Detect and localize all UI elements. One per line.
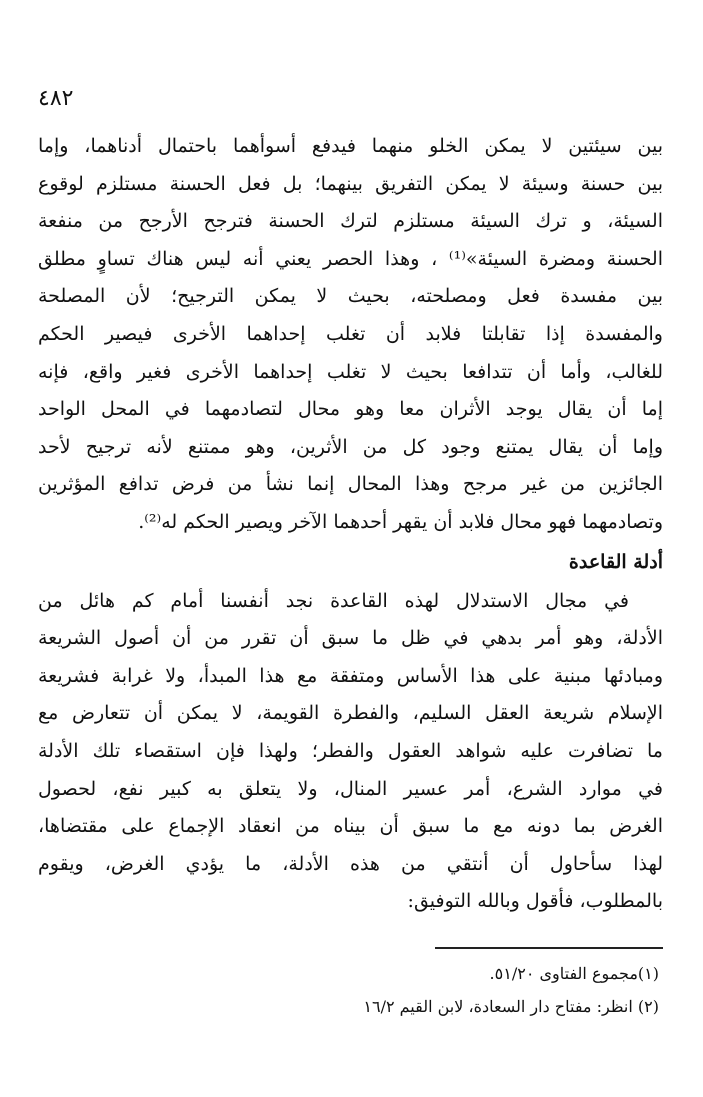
text-line: بين سيئتين لا يمكن الخلو منهما فيدفع أسوأهما باحتمال أدناهما، وإما — [38, 135, 663, 157]
text-line: وإما أن يقال يمتنع وجود كل من الأثرين، وهو ممتنع لأنه ترجيح لأحد — [38, 435, 663, 458]
text-line: ومبادئها مبنية على هذا الأساس ومتفقة مع هذا المبدأ، ولا غرابة فشريعة — [38, 664, 663, 687]
paragraph-evidence — [38, 583, 663, 921]
text-line: إما أن يقال يوجد الأثران معا وهو محال لتصادمهما في المحل الواحد — [38, 398, 663, 421]
text-line: الجائزين من غير مرجح وهذا المحال إنما نشأ من فرض تدافع المؤثرين — [38, 473, 663, 496]
footnote-1: (١)مجموع الفتاوى ٥١/٢٠. — [489, 963, 659, 983]
page-number: ٤٨٢ — [38, 86, 74, 111]
text-line: الحسنة ومضرة السيئة»⁽¹⁾ ، وهذا الحصر يعني أنه ليس هناك تساوٍ مطلق — [38, 247, 663, 270]
text-line: وتصادمهما فهو محال فلابد أن يقهر أحدهما الآخر ويصير الحكم له⁽²⁾. — [138, 510, 663, 533]
text-line: والمفسدة إذا تقابلتا فلابد أن تغلب إحداهما الأخرى فيصير الحكم — [38, 322, 663, 345]
text-line: بين حسنة وسيئة لا يمكن التفريق بينهما؛ بل فعل الحسنة مستلزم لوقوع — [38, 172, 663, 195]
text-line: لهذا سأحاول أن أنتقي من هذه الأدلة، ما يؤدي الغرض، ويقوم — [38, 852, 663, 875]
section-heading: أدلة القاعدة — [568, 550, 663, 573]
text-line: في موارد الشرع، أمر عسير المنال، ولا يتعلق به كبير نفع، لحصول — [38, 777, 663, 800]
text-line: السيئة، و ترك السيئة مستلزم لترك الحسنة فترجح الأرجح من منفعة — [38, 210, 663, 233]
text-line: بالمطلوب، فأقول وبالله التوفيق: — [407, 890, 663, 913]
book-page — [38, 84, 663, 1023]
text-line: الأدلة، وهو أمر بدهي في ظل ما سبق أن تقرر من أن أصول الشريعة — [38, 627, 663, 650]
footnote-2: (٢) انظر: مفتاح دار السعادة، لابن القيم ١٦/٢ — [363, 996, 659, 1016]
text-line: الغرض بما دونه مع ما سبق أن بيناه من انعقاد الإجماع على مقتضاها، — [38, 815, 663, 838]
text-line: الإسلام شريعة العقل السليم، والفطرة القويمة، لا يمكن أن تتعارض مع — [38, 702, 663, 725]
text-line: بين مفسدة فعل ومصلحته، بحيث لا يمكن الترجيح؛ لأن المصلحة — [38, 285, 663, 308]
text-line: في مجال الاستدلال لهذه القاعدة نجد أنفسنا أمام كم هائل من — [38, 589, 629, 612]
text-line: ما تضافرت عليه شواهد العقول والفطر؛ ولهذا فإن استقصاء تلك الأدلة — [38, 739, 663, 762]
footnote-divider — [435, 947, 663, 949]
footnotes — [38, 957, 663, 1023]
text-line: للغالب، وأما أن تتدافعا بحيث لا تغلب إحداهما الأخرى فغير واقع، فإنه — [38, 360, 663, 383]
paragraph-continued — [38, 128, 663, 542]
